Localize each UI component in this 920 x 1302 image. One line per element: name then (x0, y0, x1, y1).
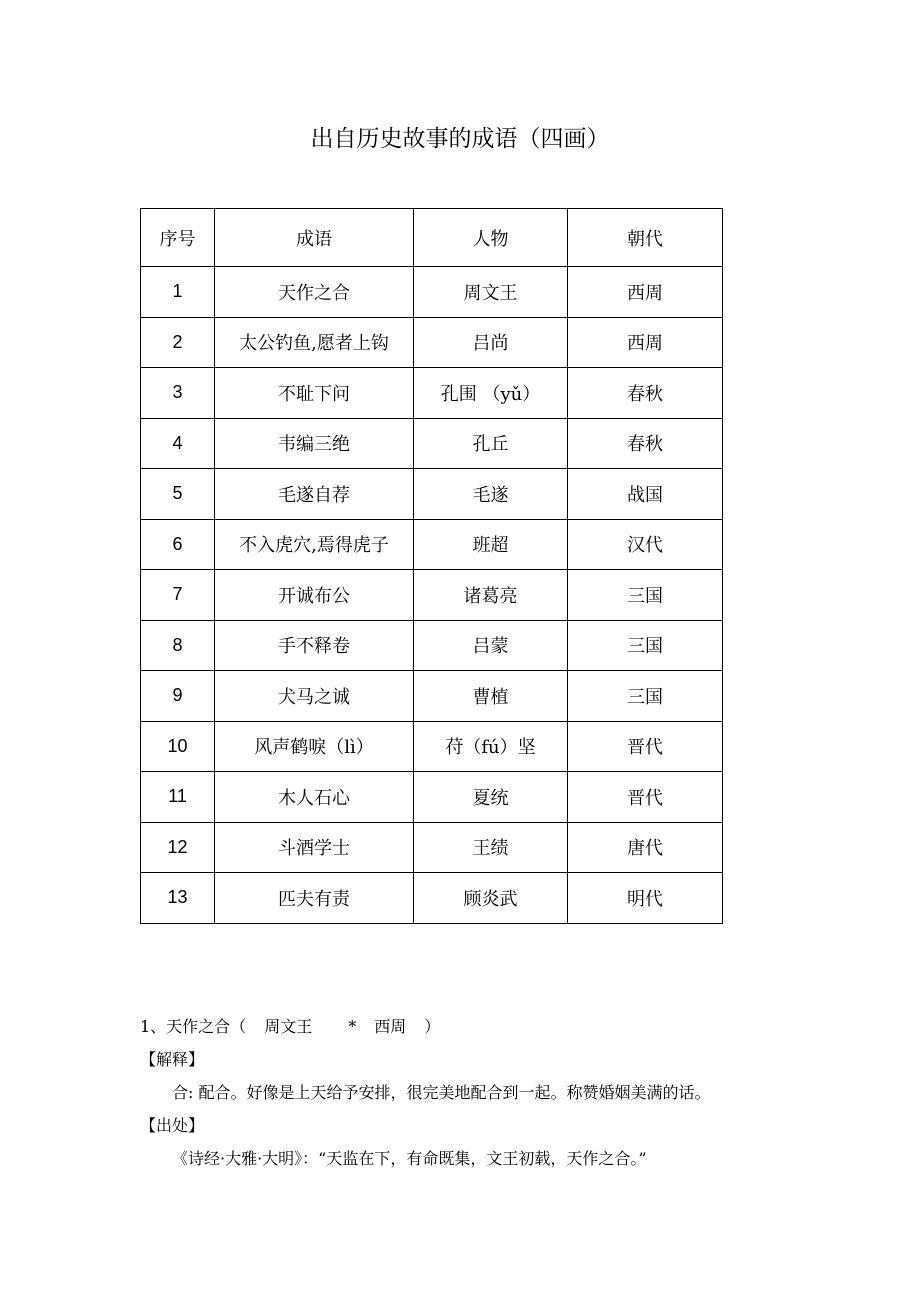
row-index: 11 (141, 772, 215, 823)
row-person: 班超 (414, 519, 568, 570)
row-index: 7 (141, 570, 215, 621)
row-person: 王绩 (414, 822, 568, 873)
row-person: 毛遂 (414, 469, 568, 520)
row-person: 吕蒙 (414, 620, 568, 671)
row-idiom: 毛遂自荐 (215, 469, 414, 520)
row-person: 顾炎武 (414, 873, 568, 924)
row-idiom: 犬马之诚 (215, 671, 414, 722)
row-dynasty: 三国 (568, 620, 723, 671)
row-index: 4 (141, 418, 215, 469)
row-dynasty: 战国 (568, 469, 723, 520)
row-person: 孔围 （yǔ） (414, 368, 568, 419)
table-row (141, 772, 723, 823)
explain-label: 【解释】 (140, 1050, 205, 1069)
table-row (141, 469, 723, 520)
row-dynasty: 汉代 (568, 519, 723, 570)
row-dynasty: 春秋 (568, 368, 723, 419)
explain-text: 合: 配合。好像是上天给予安排，很完美地配合到一起。称赞婚姻美满的话。 (172, 1083, 711, 1102)
source-text: 《诗经·大雅·大明》：“天监在下，有命既集，文王初载，天作之合。” (172, 1149, 647, 1168)
table-row (141, 873, 723, 924)
table-row (141, 822, 723, 873)
row-dynasty: 三国 (568, 570, 723, 621)
entry-heading-sep: * (348, 1017, 357, 1036)
idiom-table (140, 208, 723, 924)
row-index: 5 (141, 469, 215, 520)
row-person: 孔丘 (414, 418, 568, 469)
entry-heading-person: 周文王 (264, 1017, 313, 1036)
header-dynasty: 朝代 (568, 209, 723, 267)
entry-heading (140, 1010, 820, 1043)
row-idiom: 风声鹤唳（lì） (215, 721, 414, 772)
row-index: 3 (141, 368, 215, 419)
header-idiom: 成语 (215, 209, 414, 267)
row-person: 吕尚 (414, 317, 568, 368)
row-idiom: 不耻下问 (215, 368, 414, 419)
row-dynasty: 晋代 (568, 721, 723, 772)
row-idiom: 斗酒学士 (215, 822, 414, 873)
row-idiom: 匹夫有责 (215, 873, 414, 924)
table-row (141, 368, 723, 419)
entry-heading-dynasty: 西周 (374, 1017, 407, 1036)
row-person: 苻（fú）坚 (414, 721, 568, 772)
row-idiom: 韦编三绝 (215, 418, 414, 469)
table-row (141, 519, 723, 570)
row-idiom: 不入虎穴,焉得虎子 (215, 519, 414, 570)
table-row (141, 317, 723, 368)
table-row (141, 267, 723, 318)
row-dynasty: 西周 (568, 267, 723, 318)
row-dynasty: 西周 (568, 317, 723, 368)
row-person: 曹植 (414, 671, 568, 722)
entry-heading-prefix: 1、天作之合（ (140, 1017, 247, 1036)
table-header-row (141, 209, 723, 267)
entry-heading-suffix: ） (424, 1017, 441, 1036)
source-label: 【出处】 (140, 1116, 205, 1135)
row-index: 9 (141, 671, 215, 722)
row-dynasty: 晋代 (568, 772, 723, 823)
table-row (141, 570, 723, 621)
row-index: 8 (141, 620, 215, 671)
table-row (141, 721, 723, 772)
row-dynasty: 明代 (568, 873, 723, 924)
page-title: 出自历史故事的成语（四画） (310, 126, 610, 152)
row-person: 周文王 (414, 267, 568, 318)
row-dynasty: 唐代 (568, 822, 723, 873)
row-dynasty: 春秋 (568, 418, 723, 469)
row-index: 6 (141, 519, 215, 570)
table-row (141, 620, 723, 671)
row-index: 13 (141, 873, 215, 924)
row-index: 12 (141, 822, 215, 873)
row-dynasty: 三国 (568, 671, 723, 722)
table-row (141, 418, 723, 469)
row-index: 2 (141, 317, 215, 368)
row-idiom: 开诚布公 (215, 570, 414, 621)
header-person: 人物 (414, 209, 568, 267)
row-index: 1 (141, 267, 215, 318)
table-row (141, 671, 723, 722)
row-index: 10 (141, 721, 215, 772)
row-idiom: 太公钓鱼,愿者上钩 (215, 317, 414, 368)
entry-notes (140, 1010, 820, 1175)
row-person: 诸葛亮 (414, 570, 568, 621)
row-idiom: 天作之合 (215, 267, 414, 318)
header-index: 序号 (141, 209, 215, 267)
row-person: 夏统 (414, 772, 568, 823)
row-idiom: 手不释卷 (215, 620, 414, 671)
row-idiom: 木人石心 (215, 772, 414, 823)
